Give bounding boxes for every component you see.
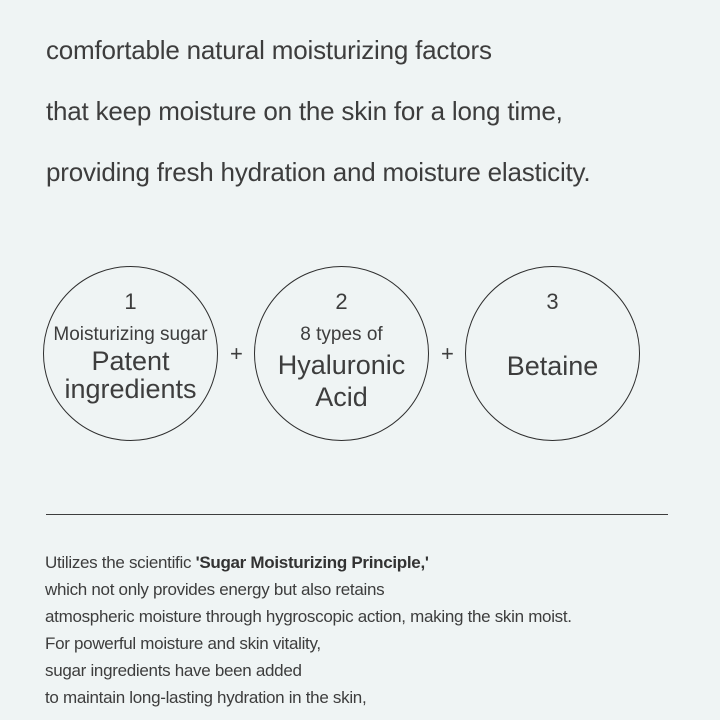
ingredient-circle-3 — [465, 266, 640, 441]
intro-line-1: comfortable natural moisturizing factors — [46, 35, 492, 65]
principle-highlight: 'Sugar Moisturizing Principle,' — [195, 553, 429, 572]
ingredient-subtitle: Moisturizing sugar — [53, 324, 208, 345]
ingredient-name-line2: ingredients — [64, 374, 197, 404]
ingredient-circle-1 — [43, 266, 218, 441]
description-line-6: to maintain long-lasting hydration in the skin, — [45, 688, 367, 707]
section-divider — [46, 514, 668, 515]
ingredient-subtitle: 8 types of — [300, 324, 383, 345]
ingredient-name-line2: Acid — [315, 382, 368, 412]
description-line-2: which not only provides energy but also retains — [45, 580, 385, 599]
description-line-3: atmospheric moisture through hygroscopic action, making the skin moist. — [45, 607, 572, 626]
ingredient-name-line1: Betaine — [506, 351, 599, 381]
ingredient-name-line1: Patent — [91, 346, 170, 376]
description-line-4: For powerful moisture and skin vitality, — [45, 634, 321, 653]
description-prefix: Utilizes the scientific — [45, 553, 196, 572]
ingredient-number: 3 — [546, 289, 559, 314]
ingredient-number: 2 — [335, 289, 348, 314]
description-line-5: sugar ingredients have been added — [45, 661, 302, 680]
intro-line-3: providing fresh hydration and moisture elasticity. — [46, 157, 591, 187]
description-line-1 — [45, 553, 429, 573]
plus-sign: + — [441, 341, 454, 366]
plus-sign: + — [230, 341, 243, 366]
ingredient-name-line1: Hyaluronic — [277, 350, 406, 380]
ingredient-circle-2 — [254, 266, 429, 441]
intro-line-2: that keep moisture on the skin for a long time, — [46, 96, 563, 126]
ingredient-number: 1 — [124, 289, 137, 314]
